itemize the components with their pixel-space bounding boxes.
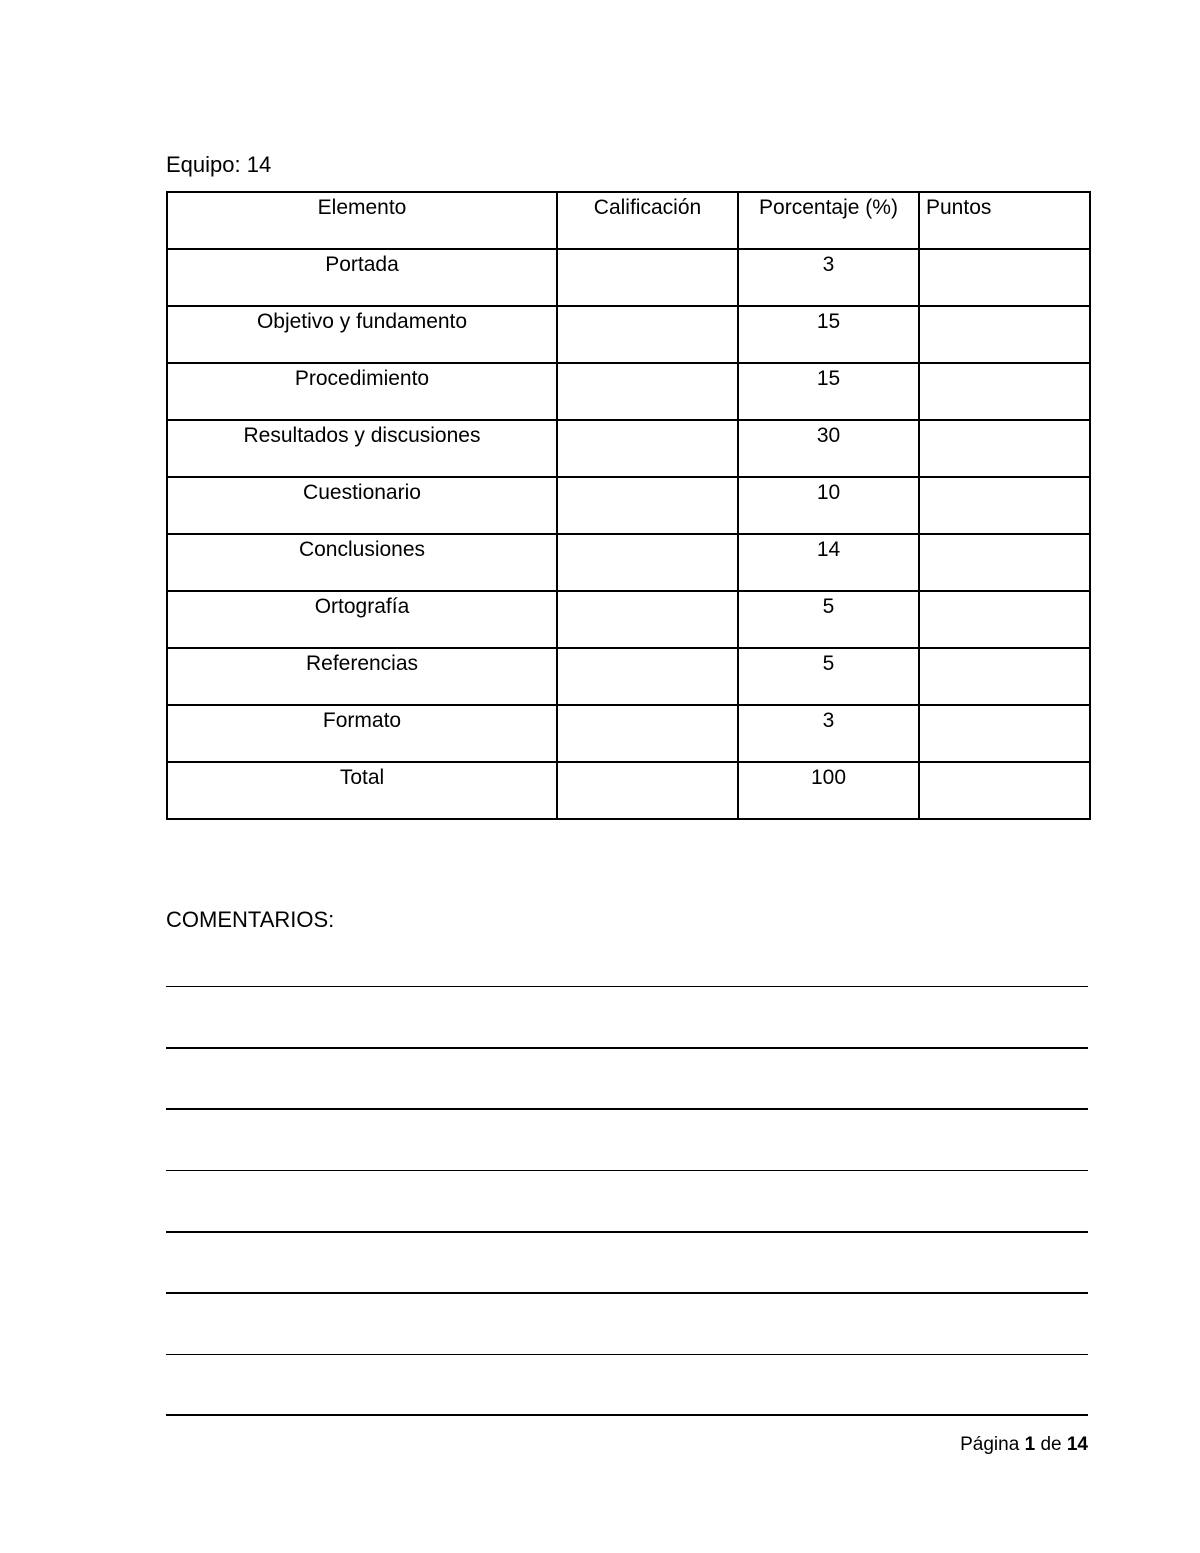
- comment-line: [166, 1231, 1088, 1233]
- cell-puntos[interactable]: [919, 705, 1090, 762]
- team-line: [166, 151, 271, 179]
- comment-line: [166, 1292, 1088, 1294]
- column-header-calificacion: Calificación: [557, 192, 738, 249]
- cell-elemento: Referencias: [167, 648, 557, 705]
- table-row: [167, 477, 1090, 534]
- cell-puntos[interactable]: [919, 648, 1090, 705]
- cell-elemento: Cuestionario: [167, 477, 557, 534]
- cell-porcentaje: 15: [738, 363, 919, 420]
- table-row-total: [167, 762, 1090, 819]
- column-header-porcentaje: Porcentaje (%): [738, 192, 919, 249]
- column-header-puntos: Puntos: [919, 192, 1090, 249]
- cell-porcentaje: 3: [738, 705, 919, 762]
- cell-porcentaje: 15: [738, 306, 919, 363]
- table-row: [167, 306, 1090, 363]
- cell-elemento: Formato: [167, 705, 557, 762]
- cell-porcentaje: 3: [738, 249, 919, 306]
- comments-label: COMENTARIOS:: [166, 907, 335, 932]
- table-header-row: [167, 192, 1090, 249]
- cell-calificacion[interactable]: [557, 363, 738, 420]
- cell-calificacion[interactable]: [557, 534, 738, 591]
- cell-calificacion[interactable]: [557, 591, 738, 648]
- cell-calificacion[interactable]: [557, 648, 738, 705]
- team-label: Equipo:: [166, 152, 241, 177]
- cell-puntos[interactable]: [919, 363, 1090, 420]
- footer-total-pages: 14: [1066, 1434, 1088, 1455]
- table-body: [167, 249, 1090, 819]
- comment-line: [166, 1170, 1088, 1171]
- cell-porcentaje: 5: [738, 591, 919, 648]
- page-number-footer: [960, 1432, 1088, 1458]
- cell-calificacion[interactable]: [557, 705, 738, 762]
- cell-puntos[interactable]: [919, 762, 1090, 819]
- cell-elemento: Portada: [167, 249, 557, 306]
- comment-line: [166, 986, 1088, 987]
- cell-puntos[interactable]: [919, 534, 1090, 591]
- column-header-elemento: Elemento: [167, 192, 557, 249]
- table-row: [167, 420, 1090, 477]
- cell-porcentaje: 14: [738, 534, 919, 591]
- cell-calificacion[interactable]: [557, 762, 738, 819]
- cell-elemento: Conclusiones: [167, 534, 557, 591]
- cell-calificacion[interactable]: [557, 249, 738, 306]
- cell-calificacion[interactable]: [557, 306, 738, 363]
- cell-elemento: Objetivo y fundamento: [167, 306, 557, 363]
- cell-elemento: Procedimiento: [167, 363, 557, 420]
- cell-elemento: Resultados y discusiones: [167, 420, 557, 477]
- cell-puntos[interactable]: [919, 591, 1090, 648]
- cell-porcentaje: 100: [738, 762, 919, 819]
- table-row: [167, 705, 1090, 762]
- table-row: [167, 591, 1090, 648]
- comment-line: [166, 1047, 1088, 1049]
- table-row: [167, 363, 1090, 420]
- cell-porcentaje: 5: [738, 648, 919, 705]
- comment-line: [166, 1354, 1088, 1355]
- grading-table: [166, 191, 1091, 820]
- table-row: [167, 249, 1090, 306]
- comment-line: [166, 1414, 1088, 1416]
- comment-line: [166, 1108, 1088, 1110]
- cell-puntos[interactable]: [919, 306, 1090, 363]
- cell-calificacion[interactable]: [557, 477, 738, 534]
- footer-page-word: Página: [960, 1434, 1020, 1455]
- cell-elemento: Total: [167, 762, 557, 819]
- table-row: [167, 534, 1090, 591]
- cell-calificacion[interactable]: [557, 420, 738, 477]
- cell-puntos[interactable]: [919, 420, 1090, 477]
- footer-current-page: 1: [1024, 1434, 1036, 1455]
- cell-puntos[interactable]: [919, 477, 1090, 534]
- team-number: 14: [246, 152, 272, 177]
- cell-puntos[interactable]: [919, 249, 1090, 306]
- footer-of-word: de: [1040, 1434, 1062, 1455]
- table-row: [167, 648, 1090, 705]
- cell-elemento: Ortografía: [167, 591, 557, 648]
- cell-porcentaje: 10: [738, 477, 919, 534]
- cell-porcentaje: 30: [738, 420, 919, 477]
